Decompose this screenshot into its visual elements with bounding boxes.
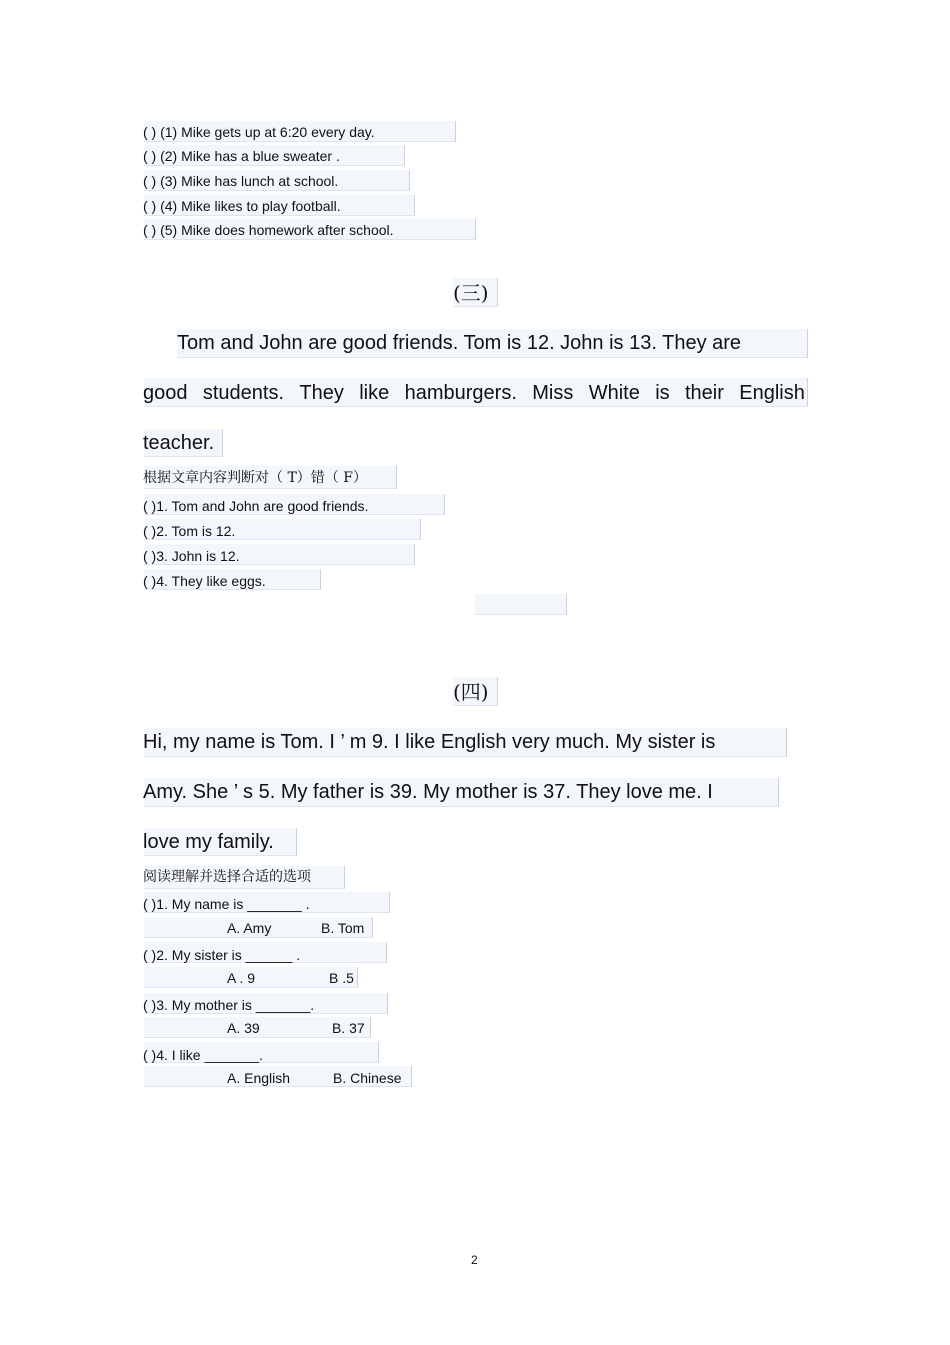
word: English	[739, 382, 805, 404]
section4-q4-option-a: A. English	[227, 1070, 291, 1086]
section4-question-3: ( )3. My mother is _______.	[143, 997, 315, 1013]
section4-q1-option-a: A. Amy	[227, 920, 272, 936]
section4-q3-option-b: B. 37	[332, 1020, 365, 1036]
section2-item-2: ( ) (2) Mike has a blue sweater .	[143, 148, 340, 164]
word: is	[655, 382, 670, 404]
section3-passage-line2	[143, 380, 805, 406]
section4-q3-option-a: A. 39	[227, 1020, 260, 1036]
section4-q2-option-a: A . 9	[227, 970, 256, 986]
word: their	[685, 382, 724, 404]
word: good	[143, 382, 188, 404]
section3-passage-line1: Tom and John are good friends. Tom is 12. John is 13. They are	[177, 332, 742, 354]
section2-item-1: ( ) (1) Mike gets up at 6:20 every day.	[143, 124, 375, 140]
section3-instruction: 根据文章内容判断对（ T）错（ F）	[143, 470, 367, 486]
section4-title: (四)	[453, 680, 489, 704]
section4-passage-line1: Hi, my name is Tom. I ’ m 9. I like English very much. My sister is	[143, 731, 716, 753]
section4-passage-line2: Amy. She ’ s 5. My father is 39. My mother is 37. They love me. I	[143, 781, 713, 803]
section4-q4-option-b: B. Chinese	[333, 1070, 402, 1086]
section3-item-3: ( )3. John is 12.	[143, 548, 240, 564]
section3-item-1: ( )1. Tom and John are good friends.	[143, 498, 369, 514]
section4-q1-option-b: B. Tom	[321, 920, 365, 936]
section4-passage-line3: love my family.	[143, 831, 274, 853]
section4-question-4: ( )4. I like _______.	[143, 1047, 263, 1063]
word: like	[359, 382, 390, 404]
word: hamburgers.	[404, 382, 517, 404]
section4-instruction: 阅读理解并选择合适的选项	[143, 869, 311, 885]
section3-item-2: ( )2. Tom is 12.	[143, 523, 236, 539]
word: White	[588, 382, 640, 404]
word: Miss	[532, 382, 574, 404]
section4-q2-option-b: B .5	[329, 970, 354, 986]
empty-box	[475, 594, 567, 615]
word: students.	[202, 382, 285, 404]
section4-question-2: ( )2. My sister is ______ .	[143, 947, 301, 963]
word: They	[299, 382, 344, 404]
section3-title: (三)	[453, 281, 489, 305]
section3-passage-line3: teacher.	[143, 432, 215, 454]
section2-item-4: ( ) (4) Mike likes to play football.	[143, 198, 341, 214]
page-number: 2	[471, 1253, 478, 1267]
section2-item-5: ( ) (5) Mike does homework after school.	[143, 222, 394, 238]
section2-item-3: ( ) (3) Mike has lunch at school.	[143, 173, 339, 189]
section3-item-4: ( )4. They like eggs.	[143, 573, 266, 589]
section4-question-1: ( )1. My name is _______ .	[143, 896, 310, 912]
